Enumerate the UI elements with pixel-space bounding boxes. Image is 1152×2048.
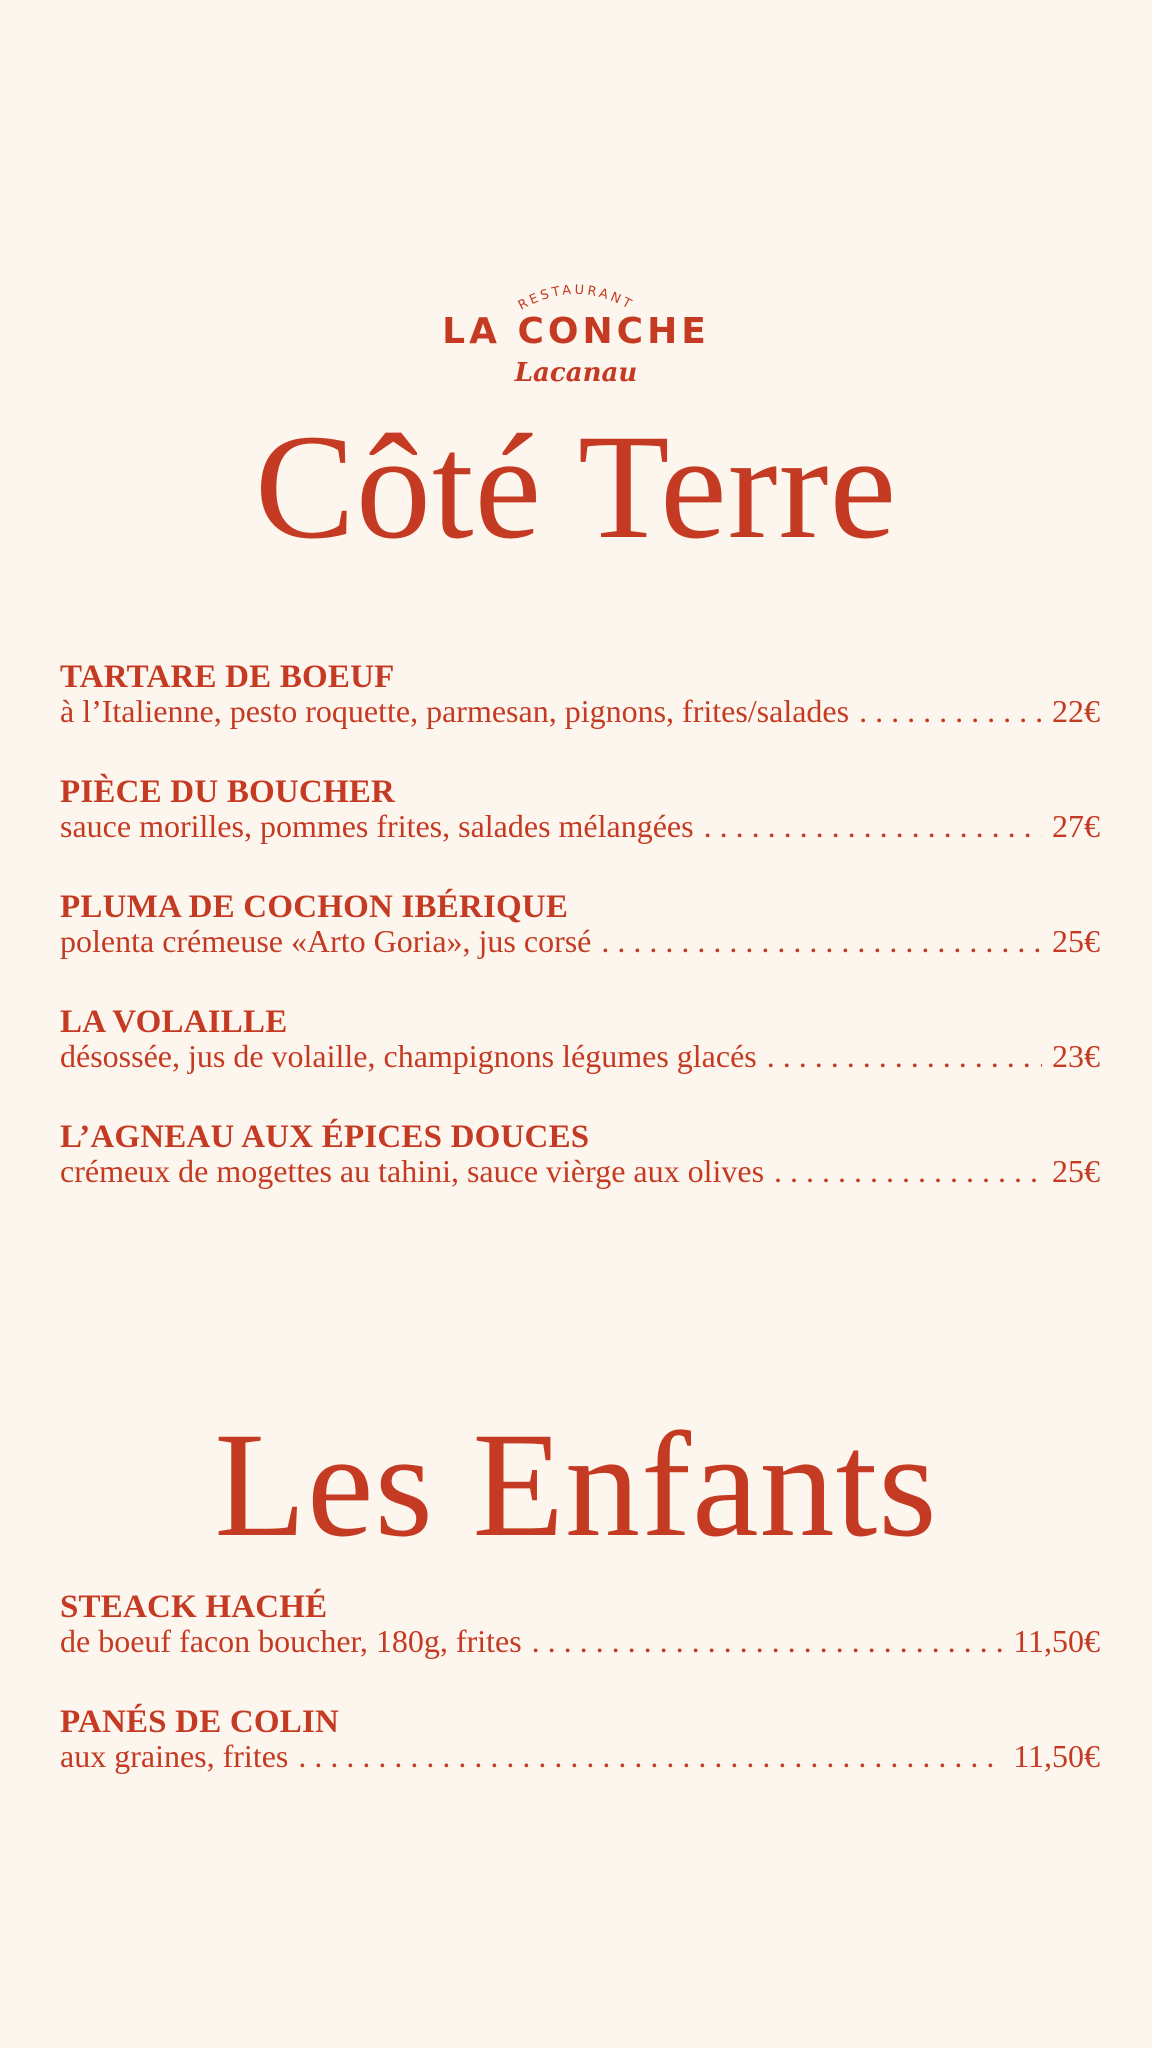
dot-leader bbox=[532, 1624, 1004, 1658]
item-price: 11,50€ bbox=[1013, 1623, 1100, 1659]
item-description: de boeuf facon boucher, 180g, frites bbox=[60, 1623, 522, 1659]
item-name: TARTARE DE BOEUF bbox=[60, 659, 395, 695]
logo-arc bbox=[506, 280, 646, 314]
item-name: PIÈCE DU BOUCHER bbox=[60, 774, 396, 810]
dot-leader bbox=[774, 1154, 1042, 1188]
item-price: 25€ bbox=[1052, 923, 1100, 959]
item-price: 22€ bbox=[1052, 693, 1100, 729]
menu-item bbox=[60, 890, 1100, 1005]
item-description: sauce morilles, pommes frites, salades mélangées bbox=[60, 808, 694, 844]
item-description: aux graines, frites bbox=[60, 1738, 289, 1774]
item-price: 27€ bbox=[1052, 808, 1100, 844]
menu-item bbox=[60, 1590, 1100, 1705]
logo-name: LA CONCHE bbox=[442, 311, 710, 352]
item-line bbox=[60, 809, 1100, 843]
dot-leader bbox=[704, 809, 1042, 843]
item-description: crémeux de mogettes au tahini, sauce vièrge aux olives bbox=[60, 1153, 765, 1189]
dot-leader bbox=[767, 1039, 1042, 1073]
item-line bbox=[60, 924, 1100, 958]
menu-item bbox=[60, 1120, 1100, 1235]
dot-leader bbox=[601, 924, 1042, 958]
item-line bbox=[60, 1154, 1100, 1188]
item-name: STEACK HACHÉ bbox=[60, 1589, 328, 1625]
restaurant-logo bbox=[0, 280, 1152, 388]
item-line bbox=[60, 694, 1100, 728]
logo-place: Lacanau bbox=[514, 358, 638, 388]
section-title-cote-terre: Côté Terre bbox=[254, 404, 898, 570]
item-description: polenta crémeuse «Arto Goria», jus corsé bbox=[60, 923, 592, 959]
menu-item bbox=[60, 660, 1100, 775]
item-description: à l’Italienne, pesto roquette, parmesan, pignons, frites/salades bbox=[60, 693, 850, 729]
item-name: PLUMA DE COCHON IBÉRIQUE bbox=[60, 889, 569, 925]
item-price: 23€ bbox=[1052, 1038, 1100, 1074]
menu-list-les-enfants bbox=[60, 1590, 1100, 1820]
logo-restaurant-text: RESTAURANT bbox=[515, 282, 637, 314]
section-title-les-enfants: Les Enfants bbox=[214, 1402, 938, 1568]
menu-item bbox=[60, 1705, 1100, 1820]
item-name: L’AGNEAU AUX ÉPICES DOUCES bbox=[60, 1119, 590, 1155]
item-line bbox=[60, 1624, 1100, 1658]
item-line bbox=[60, 1039, 1100, 1073]
item-name: PANÉS DE COLIN bbox=[60, 1704, 340, 1740]
item-description: désossée, jus de volaille, champignons légumes glacés bbox=[60, 1038, 757, 1074]
menu-item bbox=[60, 1005, 1100, 1120]
dot-leader bbox=[859, 694, 1042, 728]
item-name: LA VOLAILLE bbox=[60, 1004, 288, 1040]
menu-list-cote-terre bbox=[60, 660, 1100, 1235]
item-price: 11,50€ bbox=[1013, 1738, 1100, 1774]
item-line bbox=[60, 1739, 1100, 1773]
menu-item bbox=[60, 775, 1100, 890]
item-price: 25€ bbox=[1052, 1153, 1100, 1189]
dot-leader bbox=[298, 1739, 1003, 1773]
